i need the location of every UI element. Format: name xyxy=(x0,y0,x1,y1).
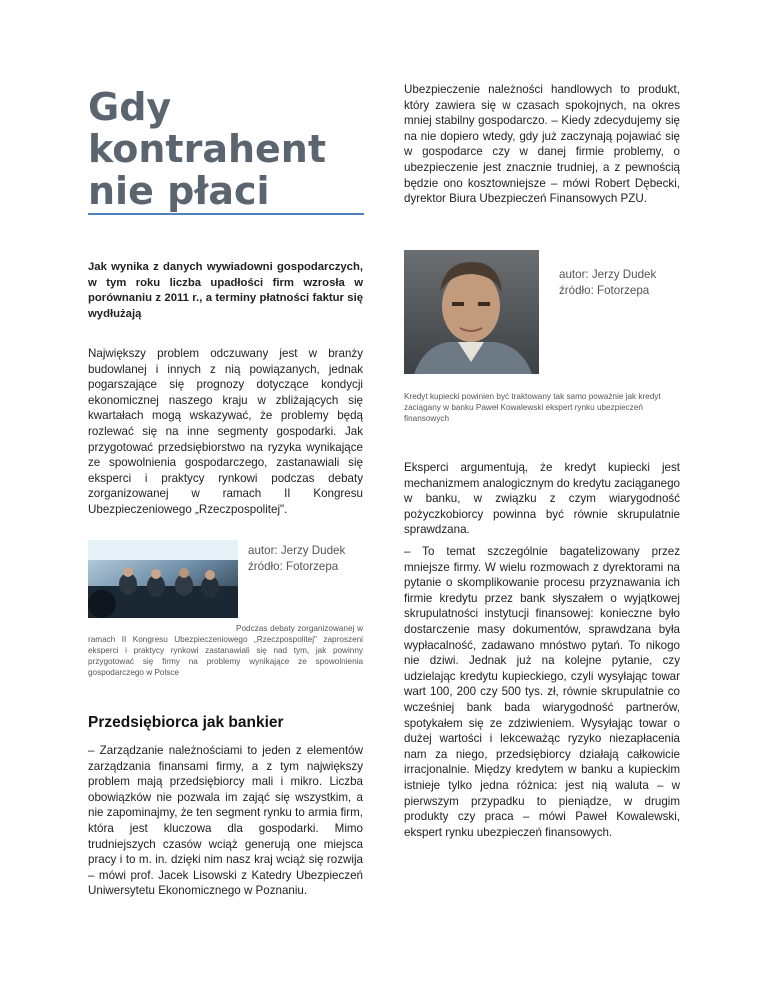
body-paragraph-r1: Ubezpieczenie należności handlowych to produkt, który zawiera się w czasach spokojnych, na okres mniej stabilny gospodarczo. – Kiedy zdecydujemy się na nie dopiero wtedy, gdy już zaczynają pojawiać się w gospodarce czy w danej firmie problemy, o ubezpieczenie jest znacznie trudniej, a z pewnością będzie ono kosztowniejsze – mówi Robert Dębecki, dyrektor Biura Ubezpieczeń Finansowych PZU. xyxy=(404,83,680,206)
portrait-photo xyxy=(404,250,539,374)
title-divider xyxy=(88,213,364,215)
photo-author-2: autor: Jerzy Dudek xyxy=(559,268,657,281)
debate-photo-image xyxy=(88,540,238,618)
photo-source-2: źródło: Fotorzepa xyxy=(559,284,650,297)
section-heading: Przedsiębiorca jak bankier xyxy=(88,714,284,731)
body-paragraph-1: Największy problem odczuwany jest w branży budowlanej i innych z nią powiązanych, jednak pogarszające się prognozy dotyczące kondycji ekonomicznej naszego kraju w zbliżających się kwartałach mogą wskazywać, że problemy będą rozlewać się na inne segmenty gospodarki. Jak przygotować przedsiębiorstwo na ryzyka wynikające ze spowolnienia gospodarczego, zastanawiali się eksperci i praktycy rynkowi podczas debaty zorganizowanej w ramach II Kongresu Ubezpieczeniowego „Rzeczpospolitej". xyxy=(88,347,363,516)
article-title: Gdy kontrahent nie płaci xyxy=(88,85,327,213)
photo-credit-1 xyxy=(248,543,363,575)
photo-caption-2: Kredyt kupiecki powinien być traktowany tak samo poważnie jak kredyt zaciągany w banku Paweł Kowalewski ekspert rynku ubezpieczeń finansowych xyxy=(404,392,661,423)
body-paragraph-2: – Zarządzanie należnościami to jeden z elementów zarządzania finansami firmy, a z tym największy problem mają przedsiębiorcy mali i mikro. Liczba obowiązków nie pozwala im zająć się wszystkim, a nie zapominajmy, że ten segment rynku to armia firm, która jest kluczowa dla gospodarki. Mimo trudniejszych czasów wciąż generują one miejsca pracy i to m. in. dzięki nim nasz kraj wciąż się rozwija – mówi prof. Jacek Lisowski z Katedry Ubezpieczeń Uniwersytetu Ekonomicznego w Poznaniu. xyxy=(88,744,363,898)
photo-source-1: źródło: Fotorzepa xyxy=(248,560,339,573)
body-paragraph-r3: – To temat szczególnie bagatelizowany przez mniejsze firmy. W wielu rozmowach z dyrektorami na pytanie o skomplikowanie procesu przyznawania ich firmie kredytu przez bank słyszałem o wyjątkowej skrupulatności instytucji finansowej: konieczne było dostarczenie masy dokumentów, sprawdzana była wypłacalność, zadawano mnóstwo pytań. To nikogo nie dziwi. Jednak już na kolejne pytanie, czy udzielając kredytu kupieckiego, czyli wysyłając towar wart 100, 200 czy 500 tys. zł, równie skrupulatnie co wcześniej bank bada wiarygodność partnerów, spotykałem się ze zdziwieniem. Wysyłając towar o dużej wartości i lekceważąc ryzyko niezapłacenia nam za niego, przedsiębiorcy działają całkowicie irracjonalnie. Między kredytem w banku a kupieckim istnieje tylko jedna różnica: jest nią waluta – w pierwszym przypadku to pieniądze, w drugim produkty czy praca – mówi Paweł Kowalewski, ekspert rynku ubezpieczeń finansowych. xyxy=(404,545,680,839)
photo-caption-1: Podczas debaty zorganizowanej w ramach II Kongresu Ubezpieczeniowego „Rzeczpospolitej" zaproszeni eksperci i praktycy rynkowi zastanawiali się nad tym, jak powinny przygotować się firmy na problemy wynikające ze spowolnienia gospodarczego w Polsce xyxy=(88,624,363,677)
portrait-photo-image xyxy=(404,250,539,374)
body-paragraph-r2: Eksperci argumentują, że kredyt kupiecki jest mechanizmem analogicznym do kredytu zaciąganego w banku, w związku z czym wiarygodność pożyczkobiorcy powinna być równie skrupulatnie sprawdzana. xyxy=(404,461,680,537)
debate-photo xyxy=(88,540,238,618)
photo-credit-2 xyxy=(559,267,680,299)
article-lead: Jak wynika z danych wywiadowni gospodarczych, w tym roku liczba upadłości firm wzrosła w porównaniu z 2011 r., a terminy płatności faktur się wydłużają xyxy=(88,261,363,320)
photo-author-1: autor: Jerzy Dudek xyxy=(248,544,346,557)
